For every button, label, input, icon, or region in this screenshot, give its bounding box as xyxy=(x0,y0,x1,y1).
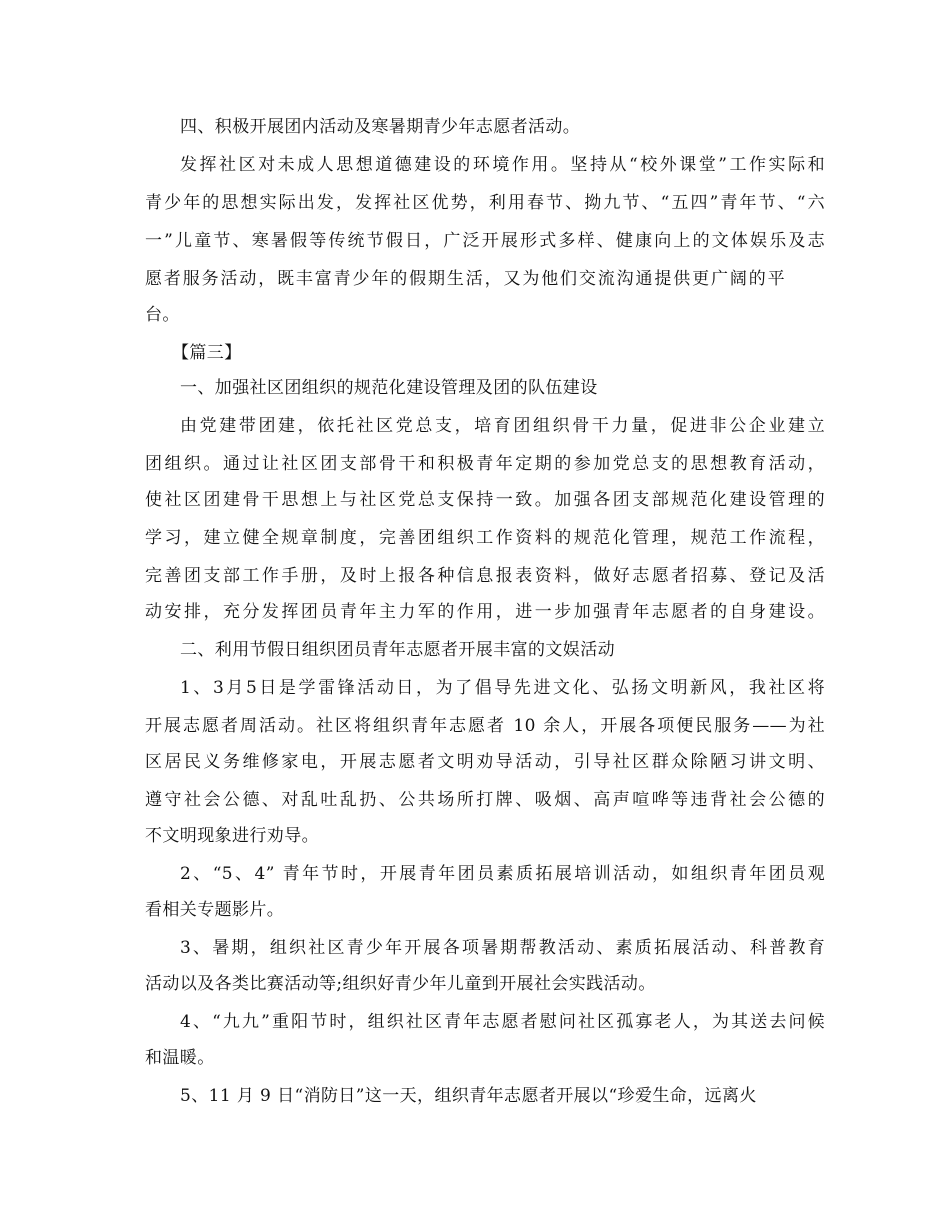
paragraph-line: 和温暖。 xyxy=(145,1048,215,1068)
paragraph-line: 区居民义务维修家电，开展志愿者文明劝导活动，引导社区群众除陋习讲文明、 xyxy=(145,752,825,772)
paragraph-line: 台。 xyxy=(145,305,180,325)
paragraph-line: 遵守社会公德、对乱吐乱扔、公共场所打牌、吸烟、高声喧哗等违背社会公德的 xyxy=(145,790,825,810)
paragraph-line: 3、暑期，组织社区青少年开展各项暑期帮教活动、素质拓展活动、科普教育 xyxy=(180,938,825,958)
paragraph-line: 5、11 月 9 日“消防日”这一天，组织青年志愿者开展以“珍爱生命，远离火 xyxy=(180,1086,757,1106)
paragraph-line: 完善团支部工作手册，及时上报各种信息报表资料，做好志愿者招募、登记及活 xyxy=(145,566,825,586)
paragraph-line: 发挥社区对未成人思想道德建设的环境作用。坚持从“校外课堂”工作实际和 xyxy=(180,155,825,175)
section-heading: 二、利用节假日组织团员青年志愿者开展丰富的文娱活动 xyxy=(180,640,615,660)
paragraph-line: 看相关专题影片。 xyxy=(145,900,285,920)
paragraph-line: 4、“九九”重阳节时，组织社区青年志愿者慰问社区孤寡老人，为其送去问候 xyxy=(180,1012,825,1032)
paragraph-line: 1、3月5日是学雷锋活动日，为了倡导先进文化、弘扬文明新风，我社区将 xyxy=(180,678,825,698)
section-heading: 一、加强社区团组织的规范化建设管理及团的队伍建设 xyxy=(180,378,598,398)
paragraph-line: 2、“5、4” 青年节时，开展青年团员素质拓展培训活动，如组织青年团员观 xyxy=(180,864,825,884)
section-heading: 四、积极开展团内活动及寒暑期青少年志愿者活动。 xyxy=(180,117,581,137)
paragraph-line: 不文明现象进行劝导。 xyxy=(145,826,319,846)
paragraph-line: 由党建带团建，依托社区党总支，培育团组织骨干力量，促进非公企业建立 xyxy=(180,416,825,436)
part-title: 【篇三】 xyxy=(172,343,242,363)
paragraph-line: 学习，建立健全规章制度，完善团组织工作资料的规范化管理，规范工作流程， xyxy=(145,528,825,548)
paragraph-line: 开展志愿者周活动。社区将组织青年志愿者 10 余人，开展各项便民服务——为社 xyxy=(145,716,825,736)
paragraph-line: 使社区团建骨干思想上与社区党总支保持一致。加强各团支部规范化建设管理的 xyxy=(145,490,825,510)
paragraph-line: 一”儿童节、寒暑假等传统节假日，广泛开展形式多样、健康向上的文体娱乐及志 xyxy=(145,231,825,251)
paragraph-line: 愿者服务活动，既丰富青少年的假期生活，又为他们交流沟通提供更广阔的平 xyxy=(145,269,785,289)
paragraph-line: 动安排，充分发挥团员青年主力军的作用，进一步加强青年志愿者的自身建设。 xyxy=(145,602,825,622)
paragraph-line: 活动以及各类比赛活动等;组织好青少年儿童到开展社会实践活动。 xyxy=(145,974,656,994)
paragraph-line: 团组织。通过让社区团支部骨干和积极青年定期的参加党总支的思想教育活动， xyxy=(145,454,825,474)
paragraph-line: 青少年的思想实际出发，发挥社区优势，利用春节、拗九节、“五四”青年节、“六 xyxy=(145,193,825,213)
